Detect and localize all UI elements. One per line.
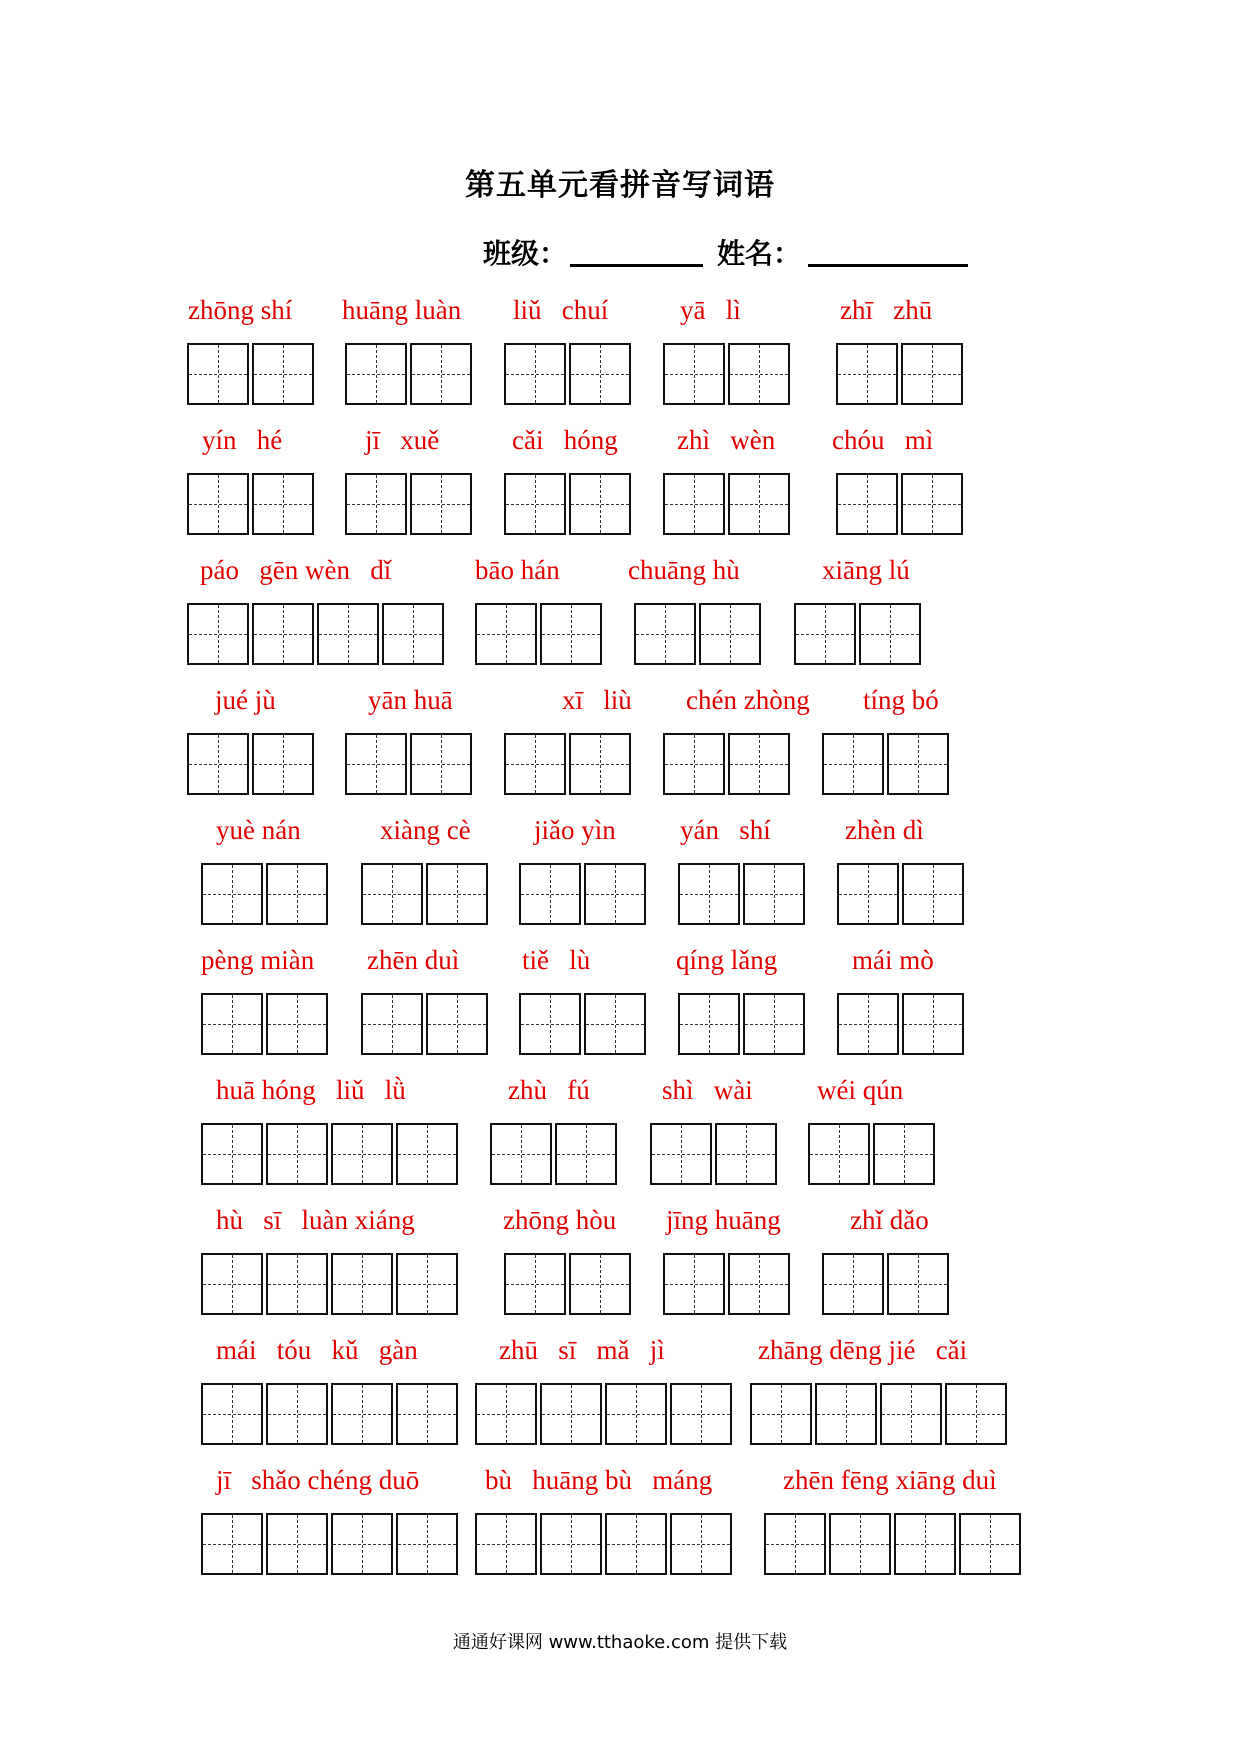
character-writing-box[interactable] [634,603,696,665]
character-writing-box[interactable] [345,473,407,535]
name-label: 姓名： [717,237,802,270]
character-writing-box[interactable] [829,1513,891,1575]
writing-box-group [650,1123,780,1185]
character-writing-box[interactable] [201,1123,263,1185]
writing-box-group [504,1253,634,1315]
character-writing-box[interactable] [959,1513,1021,1575]
pinyin-label: yān huā [368,685,453,715]
character-writing-box[interactable] [519,863,581,925]
character-writing-box[interactable] [808,1123,870,1185]
character-writing-box[interactable] [902,863,964,925]
character-writing-box[interactable] [728,343,790,405]
character-writing-box[interactable] [266,1513,328,1575]
character-writing-box[interactable] [569,473,631,535]
writing-box-group [187,473,317,535]
writing-box-group [187,343,317,405]
character-writing-box[interactable] [475,1383,537,1445]
character-writing-box[interactable] [396,1253,458,1315]
character-writing-box[interactable] [382,603,444,665]
pinyin-label: zhēn duì [367,945,460,975]
writing-box-group [519,863,649,925]
character-writing-box[interactable] [201,863,263,925]
character-writing-box[interactable] [728,733,790,795]
pinyin-label: zhēn fēng xiāng duì [783,1465,997,1495]
character-writing-box[interactable] [728,1253,790,1315]
character-writing-box[interactable] [743,993,805,1055]
character-writing-box[interactable] [540,603,602,665]
writing-box-group [663,733,793,795]
writing-box-group [201,1383,461,1445]
writing-box-group [187,603,447,665]
character-writing-box[interactable] [569,1253,631,1315]
pinyin-label: huāng luàn [342,295,462,325]
pinyin-label: jī shǎo chéng duō [216,1465,420,1495]
class-label: 班级： [483,237,568,270]
character-writing-box[interactable] [519,993,581,1055]
character-writing-box[interactable] [678,863,740,925]
character-writing-box[interactable] [361,863,423,925]
character-writing-box[interactable] [663,1253,725,1315]
class-blank[interactable] [570,264,703,267]
character-writing-box[interactable] [266,1123,328,1185]
writing-box-group [345,343,475,405]
pinyin-label: pèng miàn [201,945,315,975]
pinyin-label: tiě lù [522,945,591,975]
writing-box-group [345,473,475,535]
character-writing-box[interactable] [822,733,884,795]
character-writing-box[interactable] [201,993,263,1055]
character-writing-box[interactable] [794,603,856,665]
pinyin-label: yín hé [202,425,283,455]
pinyin-label: cǎi hóng [512,425,618,455]
writing-box-group [663,1253,793,1315]
pinyin-label: xī liù [562,685,632,715]
writing-box-group [201,863,331,925]
pinyin-label: yuè nán [216,815,301,845]
character-writing-box[interactable] [837,993,899,1055]
character-writing-box[interactable] [880,1383,942,1445]
pinyin-label: zhū sī mǎ jì [499,1335,665,1365]
writing-box-group [634,603,764,665]
character-writing-box[interactable] [945,1383,1007,1445]
character-writing-box[interactable] [266,993,328,1055]
pinyin-label: zhī zhū [840,295,933,325]
pinyin-label: chén zhòng [686,685,810,715]
character-writing-box[interactable] [252,473,314,535]
name-blank[interactable] [808,264,968,267]
character-writing-box[interactable] [663,343,725,405]
character-writing-box[interactable] [569,343,631,405]
character-writing-box[interactable] [859,603,921,665]
pinyin-label: páo gēn wèn dǐ [200,555,392,585]
character-writing-box[interactable] [345,343,407,405]
character-writing-box[interactable] [750,1383,812,1445]
character-writing-box[interactable] [187,603,249,665]
character-writing-box[interactable] [699,603,761,665]
character-writing-box[interactable] [901,473,963,535]
pinyin-label: zhāng dēng jié cǎi [758,1335,968,1365]
character-writing-box[interactable] [605,1513,667,1575]
character-writing-box[interactable] [345,733,407,795]
writing-box-group [187,733,317,795]
character-writing-box[interactable] [504,1253,566,1315]
writing-box-group [678,993,808,1055]
pinyin-label: zhù fú [508,1075,590,1105]
pinyin-label: bù huāng bù máng [485,1465,713,1495]
writing-box-group [504,343,634,405]
writing-box-group [361,993,491,1055]
pinyin-label: zhōng shí [188,295,293,325]
writing-box-group [836,473,966,535]
writing-box-group [475,1513,735,1575]
pinyin-label: zhì wèn [677,425,776,455]
character-writing-box[interactable] [252,343,314,405]
writing-box-group [750,1383,1010,1445]
character-writing-box[interactable] [187,473,249,535]
character-writing-box[interactable] [555,1123,617,1185]
character-writing-box[interactable] [901,343,963,405]
character-writing-box[interactable] [252,603,314,665]
pinyin-label: hù sī luàn xiáng [216,1205,415,1235]
pinyin-label: xiāng lú [822,555,910,585]
character-writing-box[interactable] [317,603,379,665]
pinyin-label: jué jù [215,685,276,715]
character-writing-box[interactable] [663,733,725,795]
pinyin-label: xiàng cè [380,815,471,845]
character-writing-box[interactable] [396,1383,458,1445]
writing-box-group [663,473,793,535]
character-writing-box[interactable] [540,1383,602,1445]
pinyin-label: jiǎo yìn [534,815,616,845]
writing-box-group [475,1383,735,1445]
writing-box-group [794,603,924,665]
character-writing-box[interactable] [410,733,472,795]
character-writing-box[interactable] [266,1253,328,1315]
pinyin-label: jīng huāng [666,1205,781,1235]
character-writing-box[interactable] [475,603,537,665]
character-writing-box[interactable] [504,473,566,535]
character-writing-box[interactable] [540,1513,602,1575]
character-writing-box[interactable] [361,993,423,1055]
character-writing-box[interactable] [396,1513,458,1575]
character-writing-box[interactable] [331,1123,393,1185]
pinyin-label: zhōng hòu [503,1205,617,1235]
writing-box-group [808,1123,938,1185]
footer-text: 通通好课网 www.tthaoke.com 提供下载 [452,1632,788,1653]
writing-box-group [345,733,475,795]
writing-box-group [836,343,966,405]
writing-box-group [201,1513,461,1575]
character-writing-box[interactable] [252,733,314,795]
character-writing-box[interactable] [584,993,646,1055]
pinyin-label: wéi qún [817,1075,904,1105]
character-writing-box[interactable] [504,733,566,795]
character-writing-box[interactable] [670,1513,732,1575]
pinyin-label: shì wài [662,1075,753,1105]
pinyin-label: liǔ chuí [513,295,609,325]
character-writing-box[interactable] [605,1383,667,1445]
pinyin-label: zhǐ dǎo [850,1205,929,1235]
character-writing-box[interactable] [670,1383,732,1445]
character-writing-box[interactable] [490,1123,552,1185]
character-writing-box[interactable] [187,343,249,405]
character-writing-box[interactable] [743,863,805,925]
pinyin-label: yā lì [680,295,741,325]
character-writing-box[interactable] [728,473,790,535]
character-writing-box[interactable] [266,1383,328,1445]
character-writing-box[interactable] [902,993,964,1055]
character-writing-box[interactable] [836,473,898,535]
pinyin-label: chóu mì [832,425,934,455]
writing-box-group [504,733,634,795]
writing-box-group [837,863,967,925]
character-writing-box[interactable] [663,473,725,535]
character-writing-box[interactable] [201,1253,263,1315]
character-writing-box[interactable] [201,1383,263,1445]
character-writing-box[interactable] [584,863,646,925]
character-writing-box[interactable] [266,863,328,925]
character-writing-box[interactable] [678,993,740,1055]
pinyin-label: huā hóng liǔ lǜ [216,1075,406,1105]
character-writing-box[interactable] [569,733,631,795]
pinyin-label: tíng bó [863,685,939,715]
character-writing-box[interactable] [331,1513,393,1575]
character-writing-box[interactable] [331,1383,393,1445]
writing-box-group [764,1513,1024,1575]
writing-box-group [519,993,649,1055]
writing-box-group [822,733,952,795]
writing-box-group [201,1123,461,1185]
character-writing-box[interactable] [764,1513,826,1575]
character-writing-box[interactable] [475,1513,537,1575]
character-writing-box[interactable] [837,863,899,925]
character-writing-box[interactable] [504,343,566,405]
character-writing-box[interactable] [201,1513,263,1575]
pinyin-label: bāo hán [475,555,560,585]
pinyin-label: mái mò [852,945,934,975]
pinyin-label: chuāng hù [628,555,740,585]
character-writing-box[interactable] [426,993,488,1055]
writing-box-group [837,993,967,1055]
character-writing-box[interactable] [822,1253,884,1315]
character-writing-box[interactable] [650,1123,712,1185]
writing-box-group [678,863,808,925]
character-writing-box[interactable] [887,733,949,795]
pinyin-label: zhèn dì [845,815,924,845]
writing-box-group [201,993,331,1055]
character-writing-box[interactable] [873,1123,935,1185]
pinyin-label: jī xuě [365,425,440,455]
writing-box-group [663,343,793,405]
pinyin-label: yán shí [680,815,771,845]
character-writing-box[interactable] [396,1123,458,1185]
character-writing-box[interactable] [426,863,488,925]
character-writing-box[interactable] [715,1123,777,1185]
writing-box-group [822,1253,952,1315]
page-title: 第五单元看拼音写词语 [465,168,775,203]
writing-box-group [361,863,491,925]
character-writing-box[interactable] [894,1513,956,1575]
writing-box-group [201,1253,461,1315]
character-writing-box[interactable] [331,1253,393,1315]
writing-box-group [475,603,605,665]
character-writing-box[interactable] [410,473,472,535]
character-writing-box[interactable] [887,1253,949,1315]
character-writing-box[interactable] [187,733,249,795]
character-writing-box[interactable] [836,343,898,405]
writing-box-group [490,1123,620,1185]
character-writing-box[interactable] [815,1383,877,1445]
writing-box-group [504,473,634,535]
pinyin-label: qíng lǎng [676,945,778,975]
character-writing-box[interactable] [410,343,472,405]
pinyin-label: mái tóu kǔ gàn [216,1335,418,1365]
